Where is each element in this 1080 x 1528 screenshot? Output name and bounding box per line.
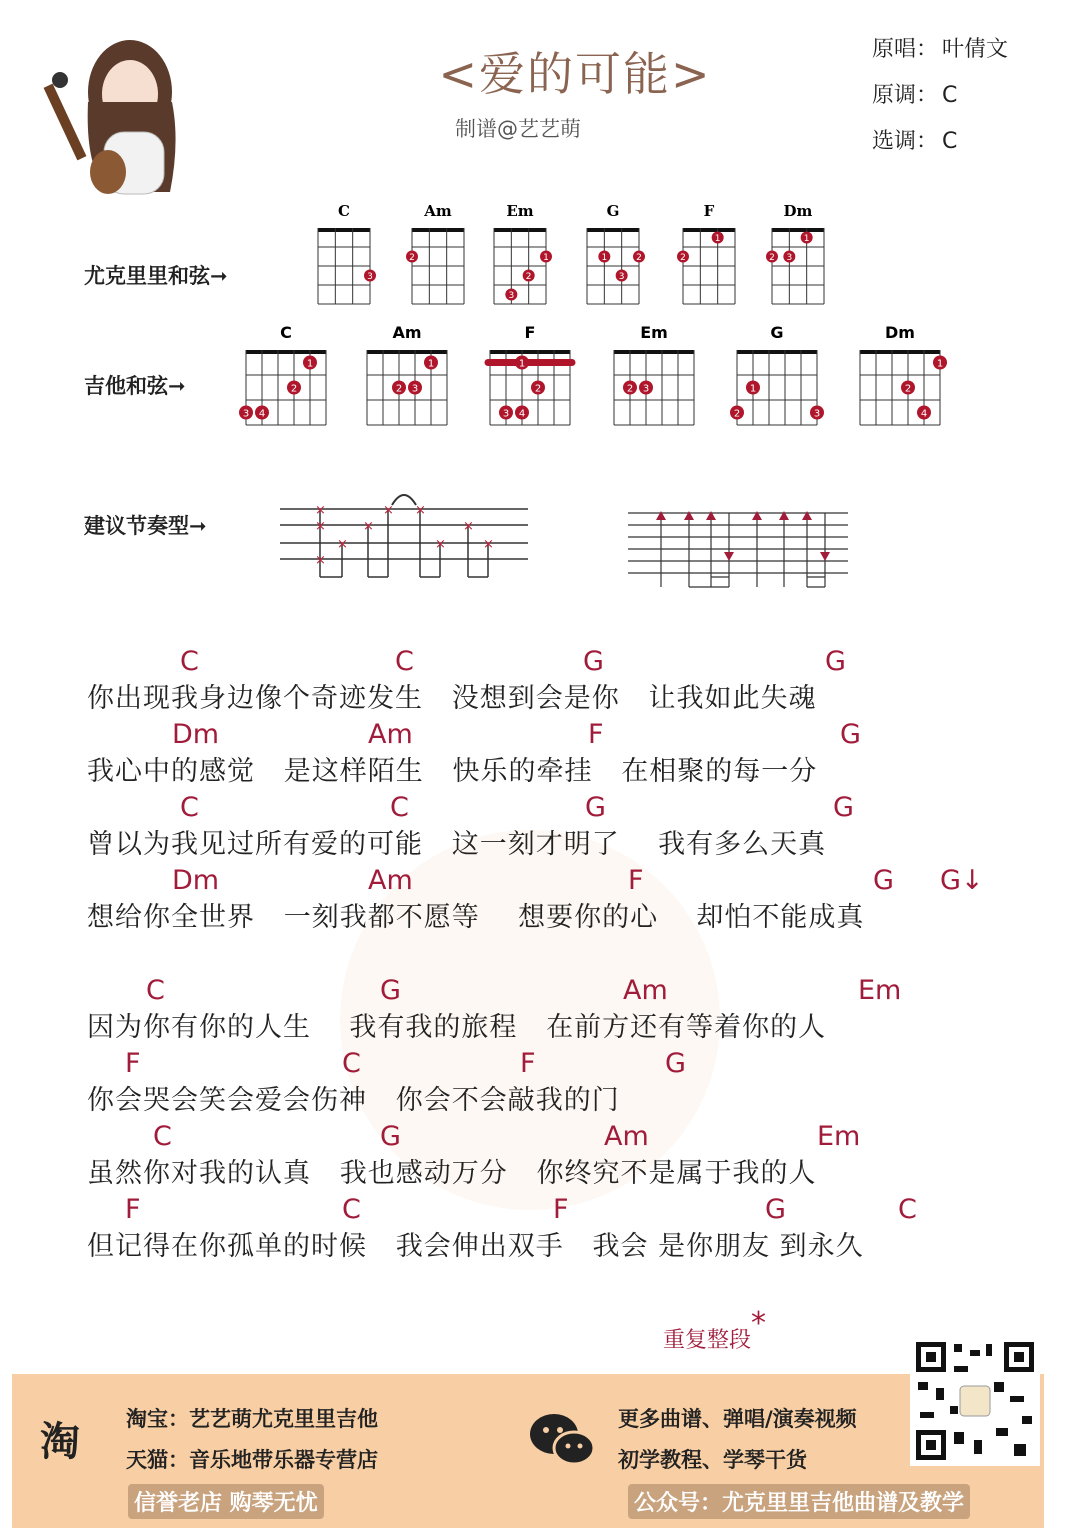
lyric-line: 我心中的感觉 是这样陌生 快乐的牵挂 在相聚的每一分 [87,756,818,787]
ukulele-chord-name: Em [506,202,534,220]
ukulele-chord-dm [758,198,838,308]
svg-text:2: 2 [534,383,542,395]
chord-mark: Am [368,719,413,750]
finger-dot [523,270,535,283]
chord-mark: Em [858,975,902,1006]
guitar-chord-am [353,318,463,438]
svg-text:×: × [463,519,474,534]
svg-text:×: × [435,537,446,552]
finger-dot [801,232,813,245]
svg-text:1: 1 [714,234,721,244]
taobao-store: 淘宝：艺艺萌尤克里里吉他 [126,1407,378,1431]
svg-text:×: × [383,503,394,518]
chord-mark: C [898,1194,917,1225]
orig-key-label: 原调： [872,83,939,108]
finger-dot [531,381,545,395]
svg-text:1: 1 [427,358,435,370]
chord-mark: G [833,792,854,823]
chord-mark: G [665,1048,686,1079]
svg-text:×: × [315,519,326,534]
svg-text:×: × [415,503,426,518]
guitar-chord-f [476,318,586,438]
svg-text:3: 3 [367,272,373,282]
qr-code[interactable] [910,1336,1040,1466]
ukulele-chord-name: G [606,202,620,220]
finger-dot [901,381,915,395]
chord-mark: C [180,792,199,823]
ukulele-chord-name: F [703,202,715,220]
rhythm-label: 建议节奏型➞ [84,514,207,538]
svg-text:4: 4 [920,408,928,420]
chord-mark: G [840,719,861,750]
finger-dot [766,251,778,264]
svg-text:3: 3 [618,272,625,282]
ukulele-chord-c [304,198,384,308]
finger-dot [515,356,529,370]
finger-dot [783,251,795,264]
chord-mark: C [180,646,199,677]
guitar-label: 吉他和弦➞ [84,374,186,398]
chord-mark: Dm [172,719,220,750]
finger-dot [239,406,253,420]
chord-mark: G [380,975,401,1006]
chord-mark: Am [368,865,413,896]
finger-dot [406,251,418,264]
svg-text:3: 3 [642,383,650,395]
page-title: <爱的可能> [438,47,712,101]
finger-dot [424,356,438,370]
svg-text:2: 2 [769,253,775,263]
svg-text:2: 2 [290,383,298,395]
guitar-chord-name: G [770,323,784,342]
finger-dot [623,381,637,395]
finger-dot [408,381,422,395]
rhythm-pattern-guitar [628,505,850,590]
guitar-chord-name: Dm [885,323,915,342]
lyric-line: 你出现我身边像个奇迹发生 没想到会是你 让我如此失魂 [87,683,817,714]
taobao-icon: 淘 [40,1419,80,1465]
singer-row [872,32,1008,63]
finger-dot [677,251,689,264]
svg-text:3: 3 [242,408,250,420]
svg-text:2: 2 [636,253,642,263]
svg-text:2: 2 [904,383,912,395]
svg-text:×: × [337,537,348,552]
finger-dot [287,381,301,395]
chord-mark: G [825,646,846,677]
svg-text:×: × [315,553,326,568]
ukulele-chord-g [573,198,653,308]
finger-dot [917,406,931,420]
svg-text:2: 2 [409,253,415,263]
ukulele-chord-em [480,198,560,308]
chord-mark: G [585,792,606,823]
svg-text:4: 4 [518,408,526,420]
finger-dot [616,270,628,283]
orig-key-row [872,78,957,109]
svg-text:3: 3 [411,383,419,395]
svg-text:2: 2 [525,272,532,282]
chord-mark: C [342,1048,361,1079]
rhythm-pattern-ukulele [280,485,530,585]
ukulele-chord-name: Dm [783,202,813,220]
chord-mark: F [520,1048,536,1079]
ukulele-chord-name: Am [424,202,452,220]
guitar-chord-name: Em [640,323,668,342]
repeat-note [663,1306,767,1355]
chord-mark: G [765,1194,786,1225]
guitar-chord-c [232,318,342,438]
chord-mark: F [628,865,644,896]
chord-mark: G [380,1121,401,1152]
guitar-chord-dm [846,318,956,438]
svg-text:1: 1 [518,358,526,370]
svg-text:3: 3 [502,408,510,420]
sel-key-label: 选调： [872,129,939,154]
finger-dot [639,381,653,395]
finger-dot [505,289,517,302]
svg-text:2: 2 [680,253,686,263]
ukulele-chord-name: C [338,202,350,220]
finger-dot [933,356,947,370]
chord-mark: C [395,646,414,677]
finger-dot [730,406,744,420]
svg-text:×: × [483,537,494,552]
finger-dot [515,406,529,420]
tutorials: 初学教程、学琴干货 [618,1448,807,1472]
guitar-chord-g [723,318,833,438]
chord-mark: G [873,865,894,896]
ukulele-chord-f [669,198,749,308]
chord-mark: Em [817,1121,861,1152]
svg-text:×: × [315,503,326,518]
chord-mark: Dm [172,865,220,896]
guitar-chord-name: Am [392,323,422,342]
orig-key-value: C [942,83,958,108]
svg-text:3: 3 [508,291,515,301]
finger-dot [392,381,406,395]
chord-mark: C [342,1194,361,1225]
finger-dot [633,251,645,264]
wechat-icon [528,1410,598,1468]
sel-key-value: C [942,129,958,154]
finger-dot [255,406,269,420]
chord-mark: C [146,975,165,1006]
asterisk-icon: * [751,1306,767,1341]
singer-label: 原唱： [872,37,939,62]
svg-text:2: 2 [733,408,741,420]
badge-wechat: 公众号：尤克里里吉他曲谱及教学 [628,1484,970,1519]
repeat-label: 重复整段 [663,1328,752,1353]
chord-mark: Am [623,975,668,1006]
finger-dot [746,381,760,395]
chord-mark: C [390,792,409,823]
svg-text:1: 1 [936,358,944,370]
svg-text:1: 1 [306,358,314,370]
chord-mark: F [553,1194,569,1225]
ukulele-label: 尤克里里和弦➞ [84,264,228,288]
guitar-chord-name: C [280,323,292,342]
svg-text:1: 1 [749,383,757,395]
guitar-chord-name: F [524,323,536,342]
svg-text:4: 4 [258,408,266,420]
badge-trust: 信誉老店 购琴无忧 [128,1484,324,1519]
lyric-line: 曾以为我见过所有爱的可能 这一刻才明了 我有多么天真 [87,829,827,860]
chord-mark: G [583,646,604,677]
lyric-line: 想给你全世界 一刻我都不愿等 想要你的心 却怕不能成真 [87,902,865,933]
chord-mark: F [125,1194,141,1225]
chord-mark: C [153,1121,172,1152]
finger-dot [540,251,552,264]
svg-text:1: 1 [543,253,549,263]
finger-dot [364,270,376,283]
svg-text:×: × [363,519,374,534]
sel-key-row [872,124,957,155]
chord-mark: F [125,1048,141,1079]
tmall-store: 天猫：音乐地带乐器专营店 [126,1448,378,1472]
chord-mark: F [588,719,604,750]
svg-text:2: 2 [395,383,403,395]
more-scores: 更多曲谱、弹唱/演奏视频 [618,1407,857,1431]
credit-text: 制谱@艺艺萌 [455,117,581,141]
lyric-line: 你会哭会笑会爱会伤神 你会不会敲我的门 [87,1085,620,1116]
svg-text:1: 1 [803,234,810,244]
finger-dot [598,251,610,264]
lyric-line: 但记得在你孤单的时候 我会伸出双手 我会 是你朋友 到永久 [87,1231,864,1262]
lyric-line: 因为你有你的人生 我有我的旅程 在前方还有等着你的人 [87,1012,827,1043]
finger-dot [712,232,724,245]
singer-value: 叶倩文 [942,37,1009,62]
finger-dot [810,406,824,420]
ukulele-chord-am [398,198,478,308]
svg-text:2: 2 [626,383,634,395]
svg-text:3: 3 [786,253,793,263]
guitar-chord-em [600,318,710,438]
chord-mark: Am [604,1121,649,1152]
svg-text:3: 3 [813,408,821,420]
svg-text:1: 1 [601,253,608,263]
lyric-line: 虽然你对我的认真 我也感动万分 你终究不是属于我的人 [87,1158,817,1189]
finger-dot [499,406,513,420]
chord-mark: G↓ [940,865,984,896]
finger-dot [303,356,317,370]
